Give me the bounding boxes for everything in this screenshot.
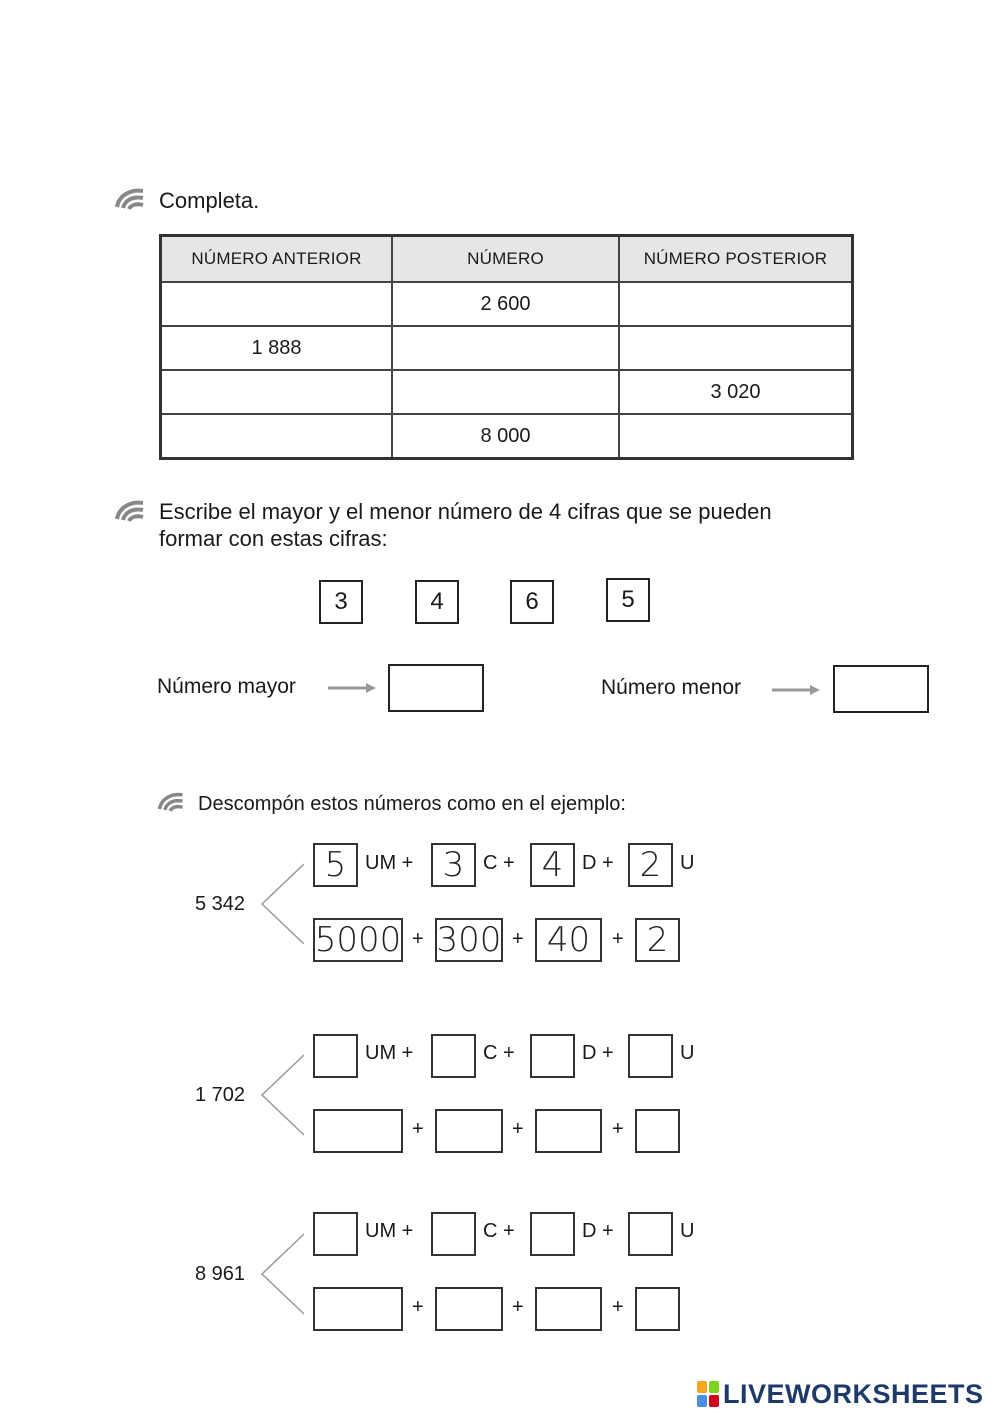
d-digit-input[interactable]	[530, 1034, 575, 1078]
units-value-input[interactable]	[635, 1109, 680, 1153]
number-to-decompose: 1 702	[195, 1084, 246, 1106]
digit-card: 6	[510, 580, 554, 624]
table-cell[interactable]	[392, 370, 619, 414]
d-label: D +	[582, 852, 614, 874]
table-row	[161, 282, 853, 326]
exercise-2-instruction-line1: Escribe el mayor y el menor número de 4 cifras que se pueden	[159, 499, 772, 524]
table-cell[interactable]	[619, 282, 853, 326]
um-label: UM +	[365, 1042, 414, 1064]
plus-sign: +	[512, 1296, 524, 1318]
liveworksheets-logo	[697, 1378, 984, 1410]
header-numero-anterior: NÚMERO ANTERIOR	[161, 236, 393, 283]
u-label: U	[680, 1042, 695, 1064]
c-label: C +	[483, 1220, 515, 1242]
d-digit-box: 4	[530, 843, 575, 887]
exercise-1-instruction: Completa.	[159, 188, 260, 213]
arrow-right-icon	[328, 682, 376, 694]
plus-sign: +	[412, 1118, 424, 1140]
u-digit-input[interactable]	[628, 1034, 673, 1078]
numero-menor-label: Número menor	[601, 676, 742, 699]
numero-mayor-label: Número mayor	[157, 675, 296, 698]
table-row	[161, 414, 853, 459]
u-label: U	[680, 1220, 695, 1242]
exercise-2-icon	[113, 499, 147, 523]
digit-card: 4	[415, 580, 459, 624]
c-digit-box: 3	[431, 843, 476, 887]
exercise-3-instruction: Descompón estos números como en el ejemplo:	[198, 793, 626, 815]
plus-sign: +	[512, 928, 524, 950]
d-digit-input[interactable]	[530, 1212, 575, 1256]
digit-card: 5	[606, 578, 650, 622]
thousands-value-input[interactable]	[313, 1287, 403, 1331]
table-header-row	[161, 236, 853, 283]
c-digit-input[interactable]	[431, 1212, 476, 1256]
table-row	[161, 370, 853, 414]
exercise-1-icon	[113, 187, 147, 211]
units-value-input[interactable]	[635, 1287, 680, 1331]
table-cell: 3 020	[619, 370, 853, 414]
header-numero: NÚMERO	[392, 236, 619, 283]
table-row	[161, 326, 853, 370]
table-cell: 1 888	[161, 326, 393, 370]
table-cell[interactable]	[161, 414, 393, 459]
um-label: UM +	[365, 1220, 414, 1242]
table-cell[interactable]	[619, 414, 853, 459]
plus-sign: +	[412, 1296, 424, 1318]
tens-value-box: 40	[535, 918, 602, 962]
um-digit-input[interactable]	[313, 1034, 358, 1078]
digit-card: 3	[319, 580, 363, 624]
header-numero-posterior: NÚMERO POSTERIOR	[619, 236, 853, 283]
um-digit-box: 5	[313, 843, 358, 887]
thousands-value-input[interactable]	[313, 1109, 403, 1153]
c-label: C +	[483, 852, 515, 874]
liveworksheets-logo-icon	[697, 1381, 719, 1407]
table-cell: 8 000	[392, 414, 619, 459]
tens-value-input[interactable]	[535, 1109, 602, 1153]
table-cell: 2 600	[392, 282, 619, 326]
number-to-decompose: 5 342	[195, 893, 246, 915]
units-value-box: 2	[635, 918, 680, 962]
numero-mayor-input[interactable]	[388, 664, 484, 712]
branch-lines	[258, 1053, 306, 1137]
table-cell[interactable]	[161, 282, 393, 326]
plus-sign: +	[612, 1296, 624, 1318]
thousands-value-box: 5000	[314, 920, 402, 960]
exercise-2-instruction-line2: formar con estas cifras:	[159, 526, 388, 551]
hundreds-value-input[interactable]	[435, 1109, 503, 1153]
u-digit-input[interactable]	[628, 1212, 673, 1256]
number-to-decompose: 8 961	[195, 1263, 246, 1285]
hundreds-value-box: 300	[436, 920, 502, 960]
c-label: C +	[483, 1042, 515, 1064]
um-label: UM +	[365, 852, 414, 874]
numero-menor-input[interactable]	[833, 665, 929, 713]
u-label: U	[680, 852, 695, 874]
exercise-3-icon	[156, 791, 186, 813]
d-label: D +	[582, 1220, 614, 1242]
arrow-right-icon	[772, 684, 820, 696]
d-label: D +	[582, 1042, 614, 1064]
u-digit-box: 2	[628, 843, 673, 887]
c-digit-input[interactable]	[431, 1034, 476, 1078]
brand-name: LIVEWORKSHEETS	[723, 1378, 984, 1409]
plus-sign: +	[612, 1118, 624, 1140]
plus-sign: +	[512, 1118, 524, 1140]
table-cell[interactable]	[392, 326, 619, 370]
plus-sign: +	[412, 928, 424, 950]
hundreds-value-input[interactable]	[435, 1287, 503, 1331]
tens-value-input[interactable]	[535, 1287, 602, 1331]
branch-lines	[258, 862, 306, 946]
numbers-table	[159, 234, 854, 460]
plus-sign: +	[612, 928, 624, 950]
table-cell[interactable]	[619, 326, 853, 370]
table-cell[interactable]	[161, 370, 393, 414]
um-digit-input[interactable]	[313, 1212, 358, 1256]
branch-lines	[258, 1232, 306, 1316]
